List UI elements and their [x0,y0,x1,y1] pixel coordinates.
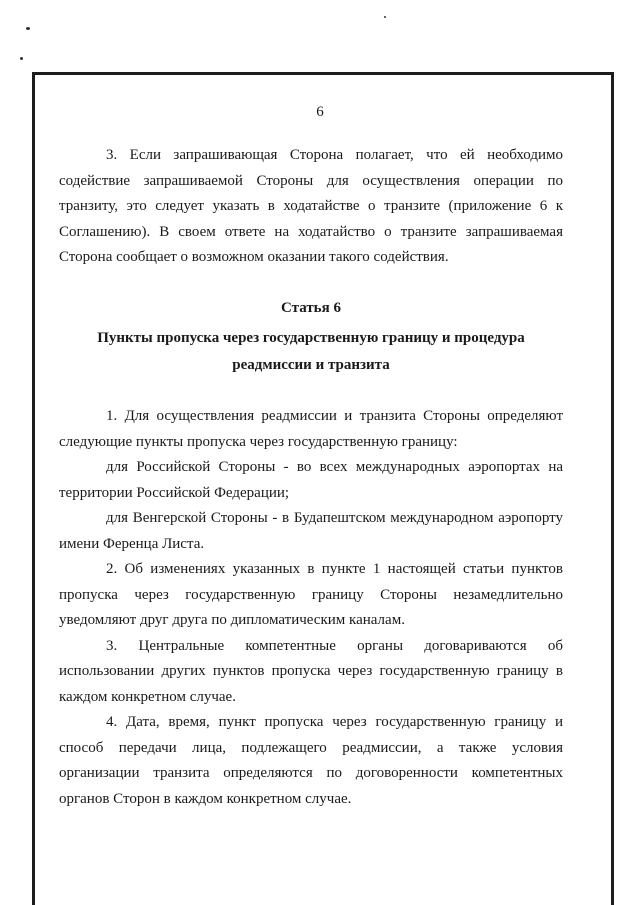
paragraph-3: 3. Центральные компетентные органы договариваются об использовании других пунктов пропуска через государственную границу в каждом конкретном случае. [59,637,563,705]
article-number: Статья 6 [281,299,341,316]
paragraph-4: 4. Дата, время, пункт пропуска через государственную границу и способ передачи лица, подлежащего реадмиссии, а также условия организации транзита определяются по договоренности компетентных органов Сторон в каждом конкретном случае. [59,714,563,807]
paragraph-1a: для Российской Стороны - во всех международных аэропортах на территории Российской Федерации; [59,459,563,501]
article-title [59,325,563,379]
scan-frame-left [32,72,35,905]
paragraph-1: 1. Для осуществления реадмиссии и транзита Стороны определяют следующие пункты пропуска через государственную границу: [59,408,563,450]
scan-speck [20,57,23,60]
scan-speck [26,27,30,30]
article-title-line-1: Пункты пропуска через государственную границу и процедура [97,330,525,346]
scan-speck [384,16,386,18]
article-title-line-2: реадмиссии и транзита [232,357,390,373]
scan-frame-right [611,72,614,905]
scan-frame-top [34,72,614,75]
paragraph-intro: 3. Если запрашивающая Сторона полагает, что ей необходимо содействие запрашиваемой Стороны для осуществления операции по транзиту, это следует указать в ходатайстве о транзите (приложение 6 к Соглашению). В своем ответе на ходатайство о транзите запрашиваемая Сторона сообщает о возможном оказании такого содействия. [59,147,563,265]
document-body [59,143,563,812]
paragraph-1b: для Венгерской Стороны - в Будапештском международном аэропорту имени Ференца Листа. [59,510,563,552]
page-number: 6 [316,104,324,120]
paragraph-2: 2. Об изменениях указанных в пункте 1 настоящей статьи пунктов пропуска через государственную границу Стороны незамедлительно уведомляют друг друга по дипломатическим каналам. [59,561,563,628]
